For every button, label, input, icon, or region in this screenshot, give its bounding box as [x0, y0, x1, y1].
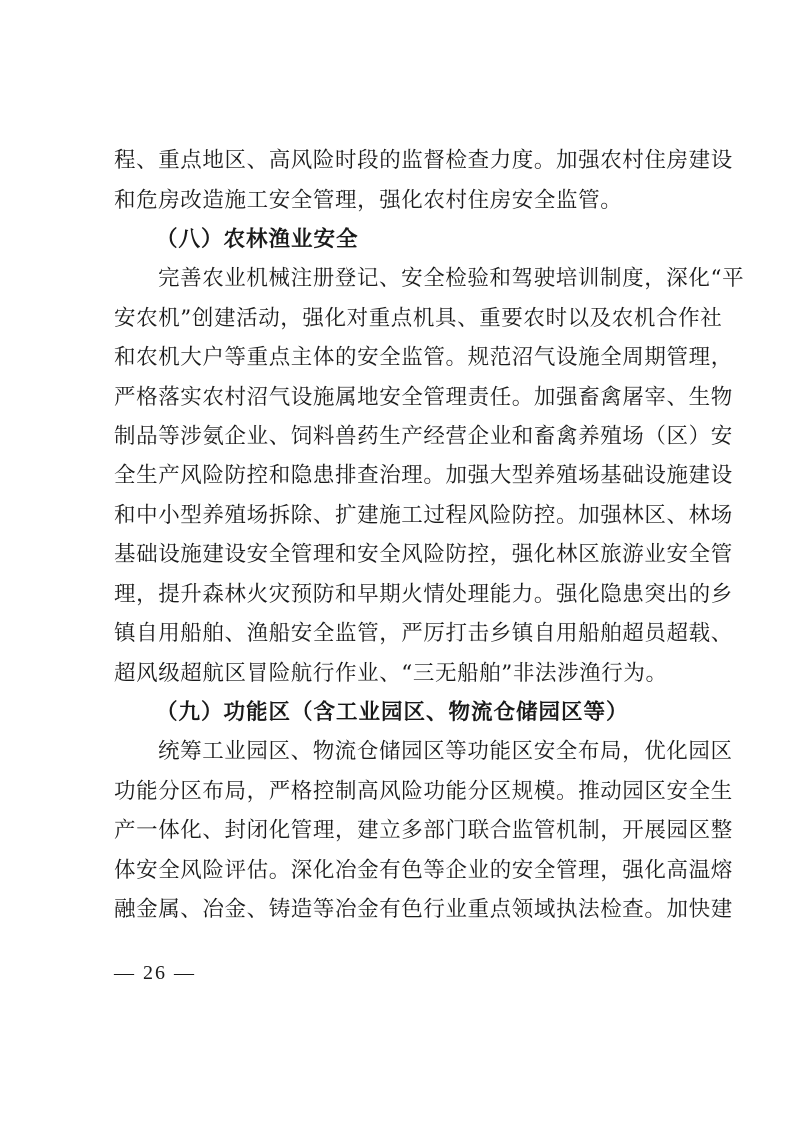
text-line: 安农机”创建活动，强化对重点机具、重要农时以及农机合作社 — [114, 306, 723, 331]
text-line: 严格落实农村沼气设施属地安全管理责任。加强畜禽屠宰、生物 — [114, 385, 733, 410]
text-line: 统筹工业园区、物流仓储园区等功能区安全布局，优化园区 — [158, 739, 733, 764]
text-line: 基础设施建设安全管理和安全风险防控，强化林区旅游业安全管 — [114, 542, 733, 567]
section-heading: （九）功能区（含工业园区、物流仓储园区等） — [156, 700, 629, 725]
text-line: 体安全风险评估。深化冶金有色等企业的安全管理，强化高温熔 — [114, 858, 733, 883]
text-line: 完善农业机械注册登记、安全检验和驾驶培训制度，深化“平 — [158, 266, 745, 291]
page-number: — 26 — — [114, 962, 196, 984]
section-heading: （八）农林渔业安全 — [156, 227, 359, 252]
text-line: 镇自用船舶、渔船安全监管，严厉打击乡镇自用船舶超员超载、 — [114, 621, 733, 646]
text-line: 产一体化、封闭化管理，建立多部门联合监管机制，开展园区整 — [114, 818, 733, 843]
text-line: 理，提升森林火灾预防和早期火情处理能力。强化隐患突出的乡 — [114, 582, 733, 607]
text-line: 融金属、冶金、铸造等冶金有色行业重点领域执法检查。加快建 — [114, 897, 733, 922]
text-line: 超风级超航区冒险航行作业、“三无船舶”非法涉渔行为。 — [114, 661, 668, 686]
text-line: 和农机大户等重点主体的安全监管。规范沼气设施全周期管理， — [114, 345, 733, 370]
text-line: 和危房改造施工安全管理，强化农村住房安全监管。 — [114, 188, 623, 213]
text-line: 功能分区布局，严格控制高风险功能分区规模。推动园区安全生 — [114, 779, 733, 804]
text-line: 和中小型养殖场拆除、扩建施工过程风险防控。加强林区、林场 — [114, 503, 733, 528]
text-line: 全生产风险防控和隐患排查治理。加强大型养殖场基础设施建设 — [114, 463, 733, 488]
text-line: 制品等涉氨企业、饲料兽药生产经营企业和畜禽养殖场（区）安 — [114, 424, 733, 449]
text-line: 程、重点地区、高风险时段的监督检查力度。加强农村住房建设 — [114, 148, 733, 173]
